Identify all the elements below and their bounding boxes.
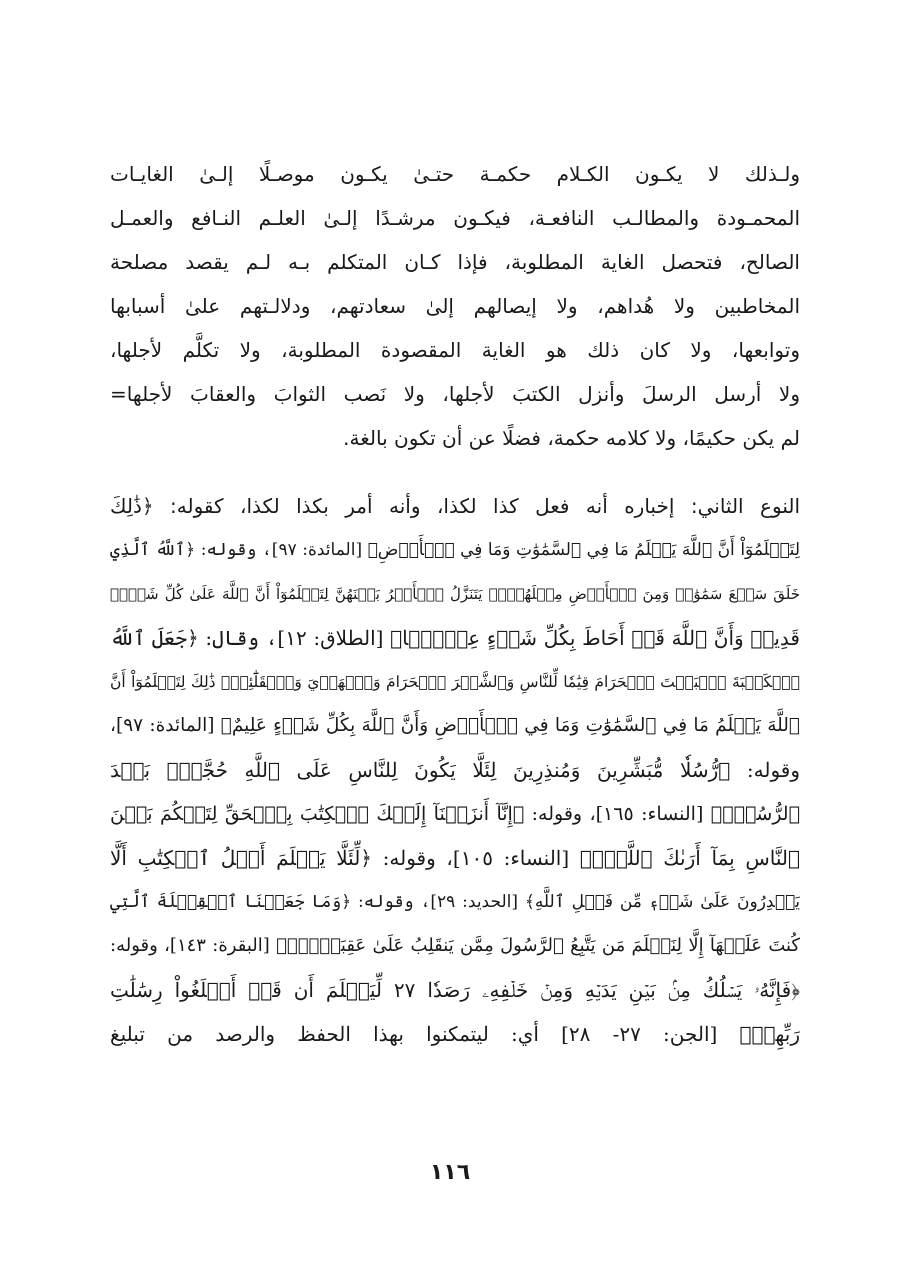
text-line: ولا أرسل الرسلَ وأنزل الكتبَ لأجلها، ولا نَصب الثوابَ والعقابَ لأجلها=: [110, 382, 800, 406]
quran-line: ﴿فَإِنَّهُۥ يَسۡلُكُ مِنۢ بَيۡنِ يَدَيۡهِ وَمِنۡ خَلۡفِهِۦ رَصَدٗا ٢٧ لِّيَعۡلَمَ أَن قَدۡ أَبۡلَغُواْ رِسَٰلَٰتِ: [110, 978, 800, 1002]
text-line: وتوابعها، ولا كان ذلك هو الغاية المقصودة المطلوبة، ولا تكلَّم لأجلها،: [110, 338, 800, 362]
quran-line: ٱلنَّاسِ بِمَآ أَرَىٰكَ ٱللَّهُۚ﴾ [النساء: ١٠٥]، وقوله: ﴿لِّئَلَّا يَعۡلَمَ أَهۡلُ ٱلۡكِتَٰبِ أَلَّا: [110, 846, 800, 870]
paragraph-1: [110, 152, 800, 460]
text-line: الصالح، فتحصل الغاية المطلوبة، فإذا كـان المتكلم بـه لـم يقصد مصلحة: [110, 250, 800, 274]
quran-line: ٱلرُّسُلِۚ﴾ [النساء: ١٦٥]، وقوله: ﴿إِنَّآ أَنزَلۡنَآ إِلَيۡكَ ٱلۡكِتَٰبَ بِٱلۡحَقِّ لِتَحۡكُمَ بَيۡنَ: [110, 803, 800, 825]
page-number: ١١٦: [429, 1160, 471, 1185]
quran-line: ٱلۡكَعۡبَةَ ٱلۡبَيۡتَ ٱلۡحَرَامَ قِيَٰمٗا لِّلنَّاسِ وَٱلشَّهۡرَ ٱلۡحَرَامَ وَٱلۡهَدۡيَ وَٱلۡقَلَٰٓئِدَۚ ذَٰلِكَ لِتَعۡلَمُوٓاْ أَنَّ: [110, 673, 800, 691]
text-line: لم يكن حكيمًا، ولا كلامه حكمة، فضلًا عن أن تكون بالغة.: [343, 426, 800, 450]
quran-line: لِتَعۡلَمُوٓاْ أَنَّ ٱللَّهَ يَعۡلَمُ مَا فِي ٱلسَّمَٰوَٰتِ وَمَا فِي ٱلۡأَرۡضِ﴾ [المائدة: ٩٧]، وقوله: ﴿ٱللَّهُ ٱلَّذِي: [110, 540, 800, 560]
text-line: المخاطبين ولا هُداهم، ولا إيصالهم إلىٰ سعادتهم، ودلالـتهم علىٰ أسبابها: [110, 294, 800, 318]
quran-line: قَدِيرٞ وَأَنَّ ٱللَّهَ قَدۡ أَحَاطَ بِكُلِّ شَيۡءٍ عِلۡمَۢا﴾ [الطلاق: ١٢]، وقال: ﴿جَعَلَ ٱللَّهُ: [110, 626, 800, 650]
quran-line: وقوله: ﴿رُّسُلٗا مُّبَشِّرِينَ وَمُنذِرِينَ لِئَلَّا يَكُونَ لِلنَّاسِ عَلَى ٱللَّهِ حُجَّةُۢ بَعۡدَ: [110, 758, 800, 782]
quran-line: رَبِّهِمۡ﴾ [الجن: ٢٧- ٢٨] أي: ليتمكنوا بهذا الحفظ والرصد من تبليغ: [110, 1022, 800, 1046]
paragraph-2: [110, 484, 800, 1056]
quran-line: يَقۡدِرُونَ عَلَىٰ شَيۡءٖ مِّن فَضۡلِ ٱللَّهِ﴾ [الحديد: ٢٩]، وقوله: ﴿وَمَا جَعَلۡنَا ٱلۡقِبۡلَةَ ٱلَّتِي: [110, 892, 800, 912]
text-line: ولـذلك لا يكـون الكـلام حكمـة حتـىٰ يكـون موصـلًا إلـىٰ الغايـات: [110, 162, 800, 186]
quran-line: كُنتَ عَلَيۡهَآ إِلَّا لِنَعۡلَمَ مَن يَتَّبِعُ ٱلرَّسُولَ مِمَّن يَنقَلِبُ عَلَىٰ عَقِبَيۡهِۚ﴾ [البقرة: ١٤٣]، وقوله:: [110, 935, 800, 956]
text-line: المحمـودة والمطالـب النافعـة، فيكـون مرشـدًا إلـىٰ العلـم النـافع والعمـل: [110, 206, 800, 230]
quran-line: ٱللَّهَ يَعۡلَمُ مَا فِي ٱلسَّمَٰوَٰتِ وَمَا فِي ٱلۡأَرۡضِ وَأَنَّ ٱللَّهَ بِكُلِّ شَيۡءٍ عَلِيمٌ﴾ [المائدة: ٩٧]،: [110, 715, 800, 736]
quran-line: خَلَقَ سَبۡعَ سَمَٰوَٰتٖ وَمِنَ ٱلۡأَرۡضِ مِثۡلَهُنَّۖ يَتَنَزَّلُ ٱلۡأَمۡرُ بَيۡنَهُنَّ لِتَعۡلَمُوٓاْ أَنَّ ٱللَّهَ عَلَىٰ كُلِّ شَيۡءٖ: [110, 585, 800, 603]
text-line: النوع الثاني: إخباره أنه فعل كذا لكذا، وأنه أمر بكذا لكذا، كقوله: ﴿ذَٰلِكَ: [110, 494, 800, 518]
